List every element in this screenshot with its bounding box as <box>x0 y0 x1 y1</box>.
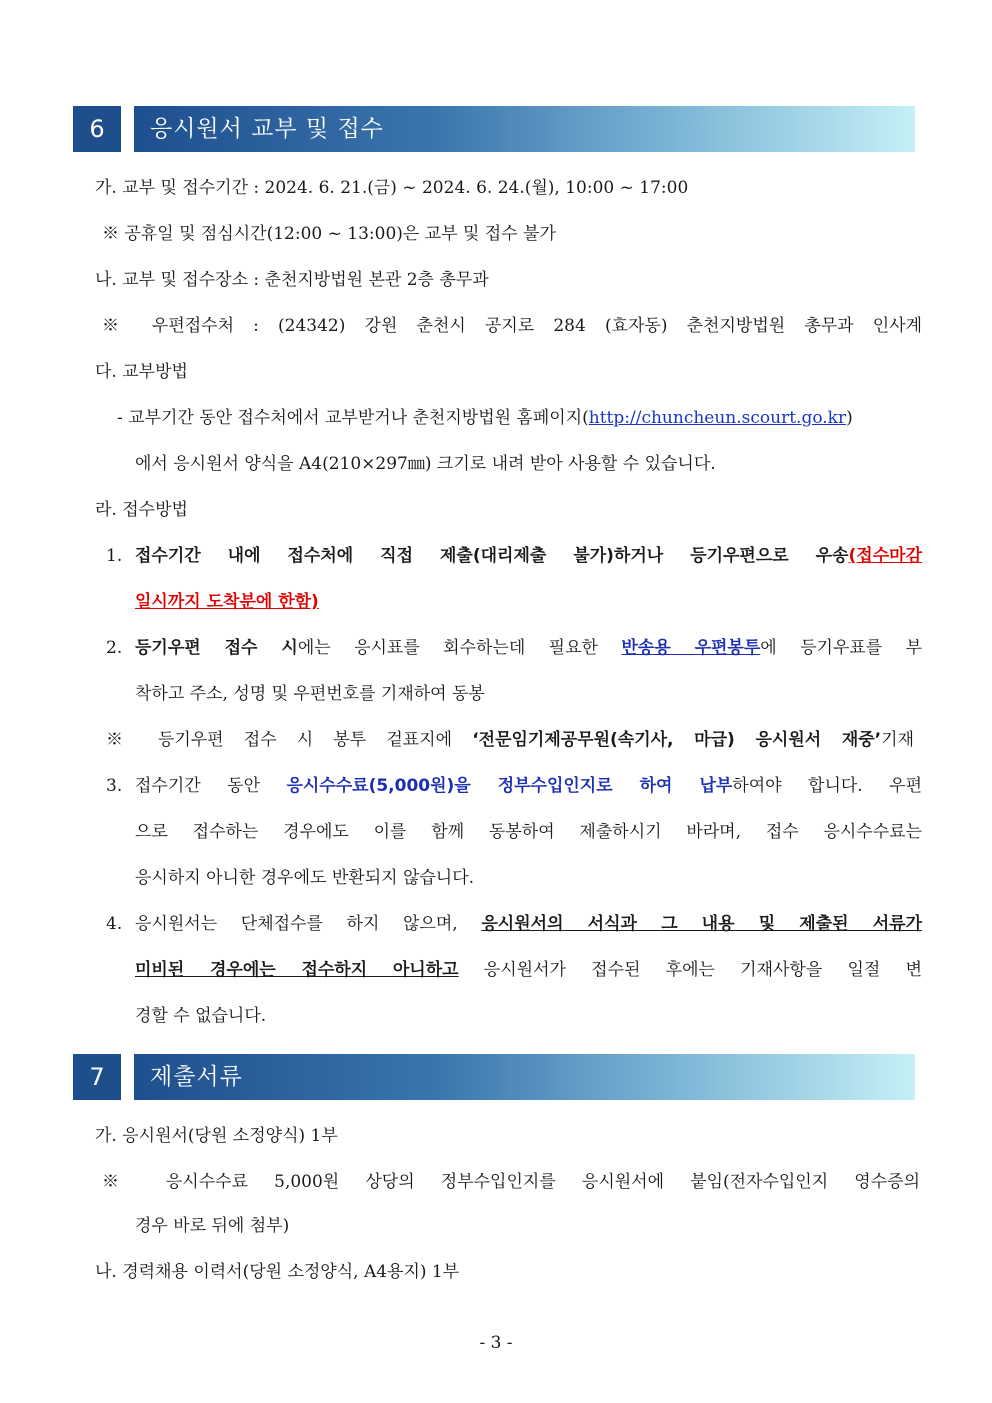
s6-da-heading: 다. 교부방법 <box>95 362 188 382</box>
r4-bold-1: 응시원서의 서식과 그 내용 및 제출된 서류가 <box>481 914 922 934</box>
s7-ga: 가. 응시원서(당원 소정양식) 1부 <box>95 1126 338 1146</box>
s6-da-item <box>117 406 853 430</box>
r3-line2: 으로 접수하는 경우에도 이를 함께 동봉하여 제출하시기 바라며, 접수 응시수수료는 <box>135 822 922 842</box>
r4-line2 <box>135 958 922 982</box>
section-6-number: 6 <box>73 106 121 152</box>
r3-blue: 응시수수료(5,000원)을 정부수입인지로 하여 납부 <box>286 776 733 796</box>
r4-bold-2: 미비된 경우에는 접수하지 아니하고 <box>135 960 459 980</box>
r4-line1 <box>135 912 922 936</box>
s6-da-item-close: ) <box>846 408 853 428</box>
section-7-number: 7 <box>73 1054 121 1100</box>
r1-red-2: 일시까지 도착분에 한함) <box>135 592 319 612</box>
r4-pre: 응시원서는 단체접수를 하지 않으며, <box>135 914 482 934</box>
s6-na-place: 나. 교부 및 접수장소 : 춘천지방법원 본관 2층 총무과 <box>95 270 489 290</box>
section-7-title-bar <box>134 1054 915 1100</box>
section-6-title: 응시원서 교부 및 접수 <box>150 116 384 142</box>
r4-number: 4. <box>106 914 123 934</box>
r2-bold: 등기우편 접수 시 <box>135 638 298 658</box>
r3-line3: 응시하지 아니한 경우에도 반환되지 않습니다. <box>135 868 475 888</box>
s7-ga-note-1: ※ 응시수수료 5,000원 상당의 정부수입인지를 응시원서에 붙임(전자수입인지 영수증의 <box>102 1172 920 1192</box>
s6-na-note: ※ 우편접수처 : (24342) 강원 춘천시 공지로 284 (효자동) 춘천지방법원 총무과 인사계 <box>102 316 922 336</box>
s6-da-item-cont: 에서 응시원서 양식을 A4(210×297㎜) 크기로 내려 받아 사용할 수 있습니다. <box>135 454 716 474</box>
homepage-link[interactable]: http://chuncheun.scourt.go.kr <box>588 408 847 428</box>
section-7-header <box>73 1054 915 1100</box>
r2-text2: 에 등기우표를 부 <box>760 638 923 658</box>
r2-line1 <box>135 636 922 660</box>
r1-line2 <box>135 590 319 614</box>
r3-line1 <box>135 774 922 798</box>
r2-note-post: 기재 <box>881 730 914 750</box>
r2-note-pre: ※ 등기우편 접수 시 봉투 겉표지에 <box>106 730 473 750</box>
s6-da-item-text: - 교부기간 동안 접수처에서 교부받거나 춘천지방법원 홈페이지( <box>117 408 589 428</box>
r2-note <box>106 728 914 752</box>
section-7-title: 제출서류 <box>150 1064 243 1090</box>
r2-number: 2. <box>106 638 123 658</box>
section-6-header <box>73 106 915 152</box>
r3-pre: 접수기간 동안 <box>135 776 287 796</box>
r1-number: 1. <box>106 546 123 566</box>
r3-post: 하여야 합니다. 우편 <box>732 776 922 796</box>
r2-line2: 착하고 주소, 성명 및 우편번호를 기재하여 동봉 <box>135 684 485 704</box>
r4-post: 응시원서가 접수된 후에는 기재사항을 일절 변 <box>458 960 922 980</box>
page-number: - 3 - <box>479 1333 513 1353</box>
s7-na: 나. 경력채용 이력서(당원 소정양식, A4용지) 1부 <box>95 1262 460 1282</box>
s7-ga-note-2: 경우 바로 뒤에 첨부) <box>135 1216 290 1236</box>
section-6-title-bar <box>134 106 915 152</box>
r3-number: 3. <box>106 776 123 796</box>
s6-ga-note: ※ 공휴일 및 점심시간(12:00 ~ 13:00)은 교부 및 접수 불가 <box>102 224 556 244</box>
r2-blue: 반송용 우편봉투 <box>621 638 761 658</box>
r1-red-1: (접수마감 <box>848 546 922 566</box>
s6-ga-period: 가. 교부 및 접수기간 : 2024. 6. 21.(금) ~ 2024. 6. 24.(월), 10:00 ~ 17:00 <box>95 178 689 198</box>
r1-line1 <box>135 544 922 568</box>
r4-line3: 경할 수 없습니다. <box>135 1006 267 1026</box>
r2-note-bold: ‘전문임기제공무원(속기사, 마급) 응시원서 재중’ <box>472 730 882 750</box>
r2-text1: 에는 응시표를 회수하는데 필요한 <box>297 638 598 658</box>
r1-bold: 접수기간 내에 접수처에 직접 제출(대리제출 불가)하거나 등기우편으로 우송 <box>135 546 849 566</box>
s6-ra-heading: 라. 접수방법 <box>95 500 188 520</box>
